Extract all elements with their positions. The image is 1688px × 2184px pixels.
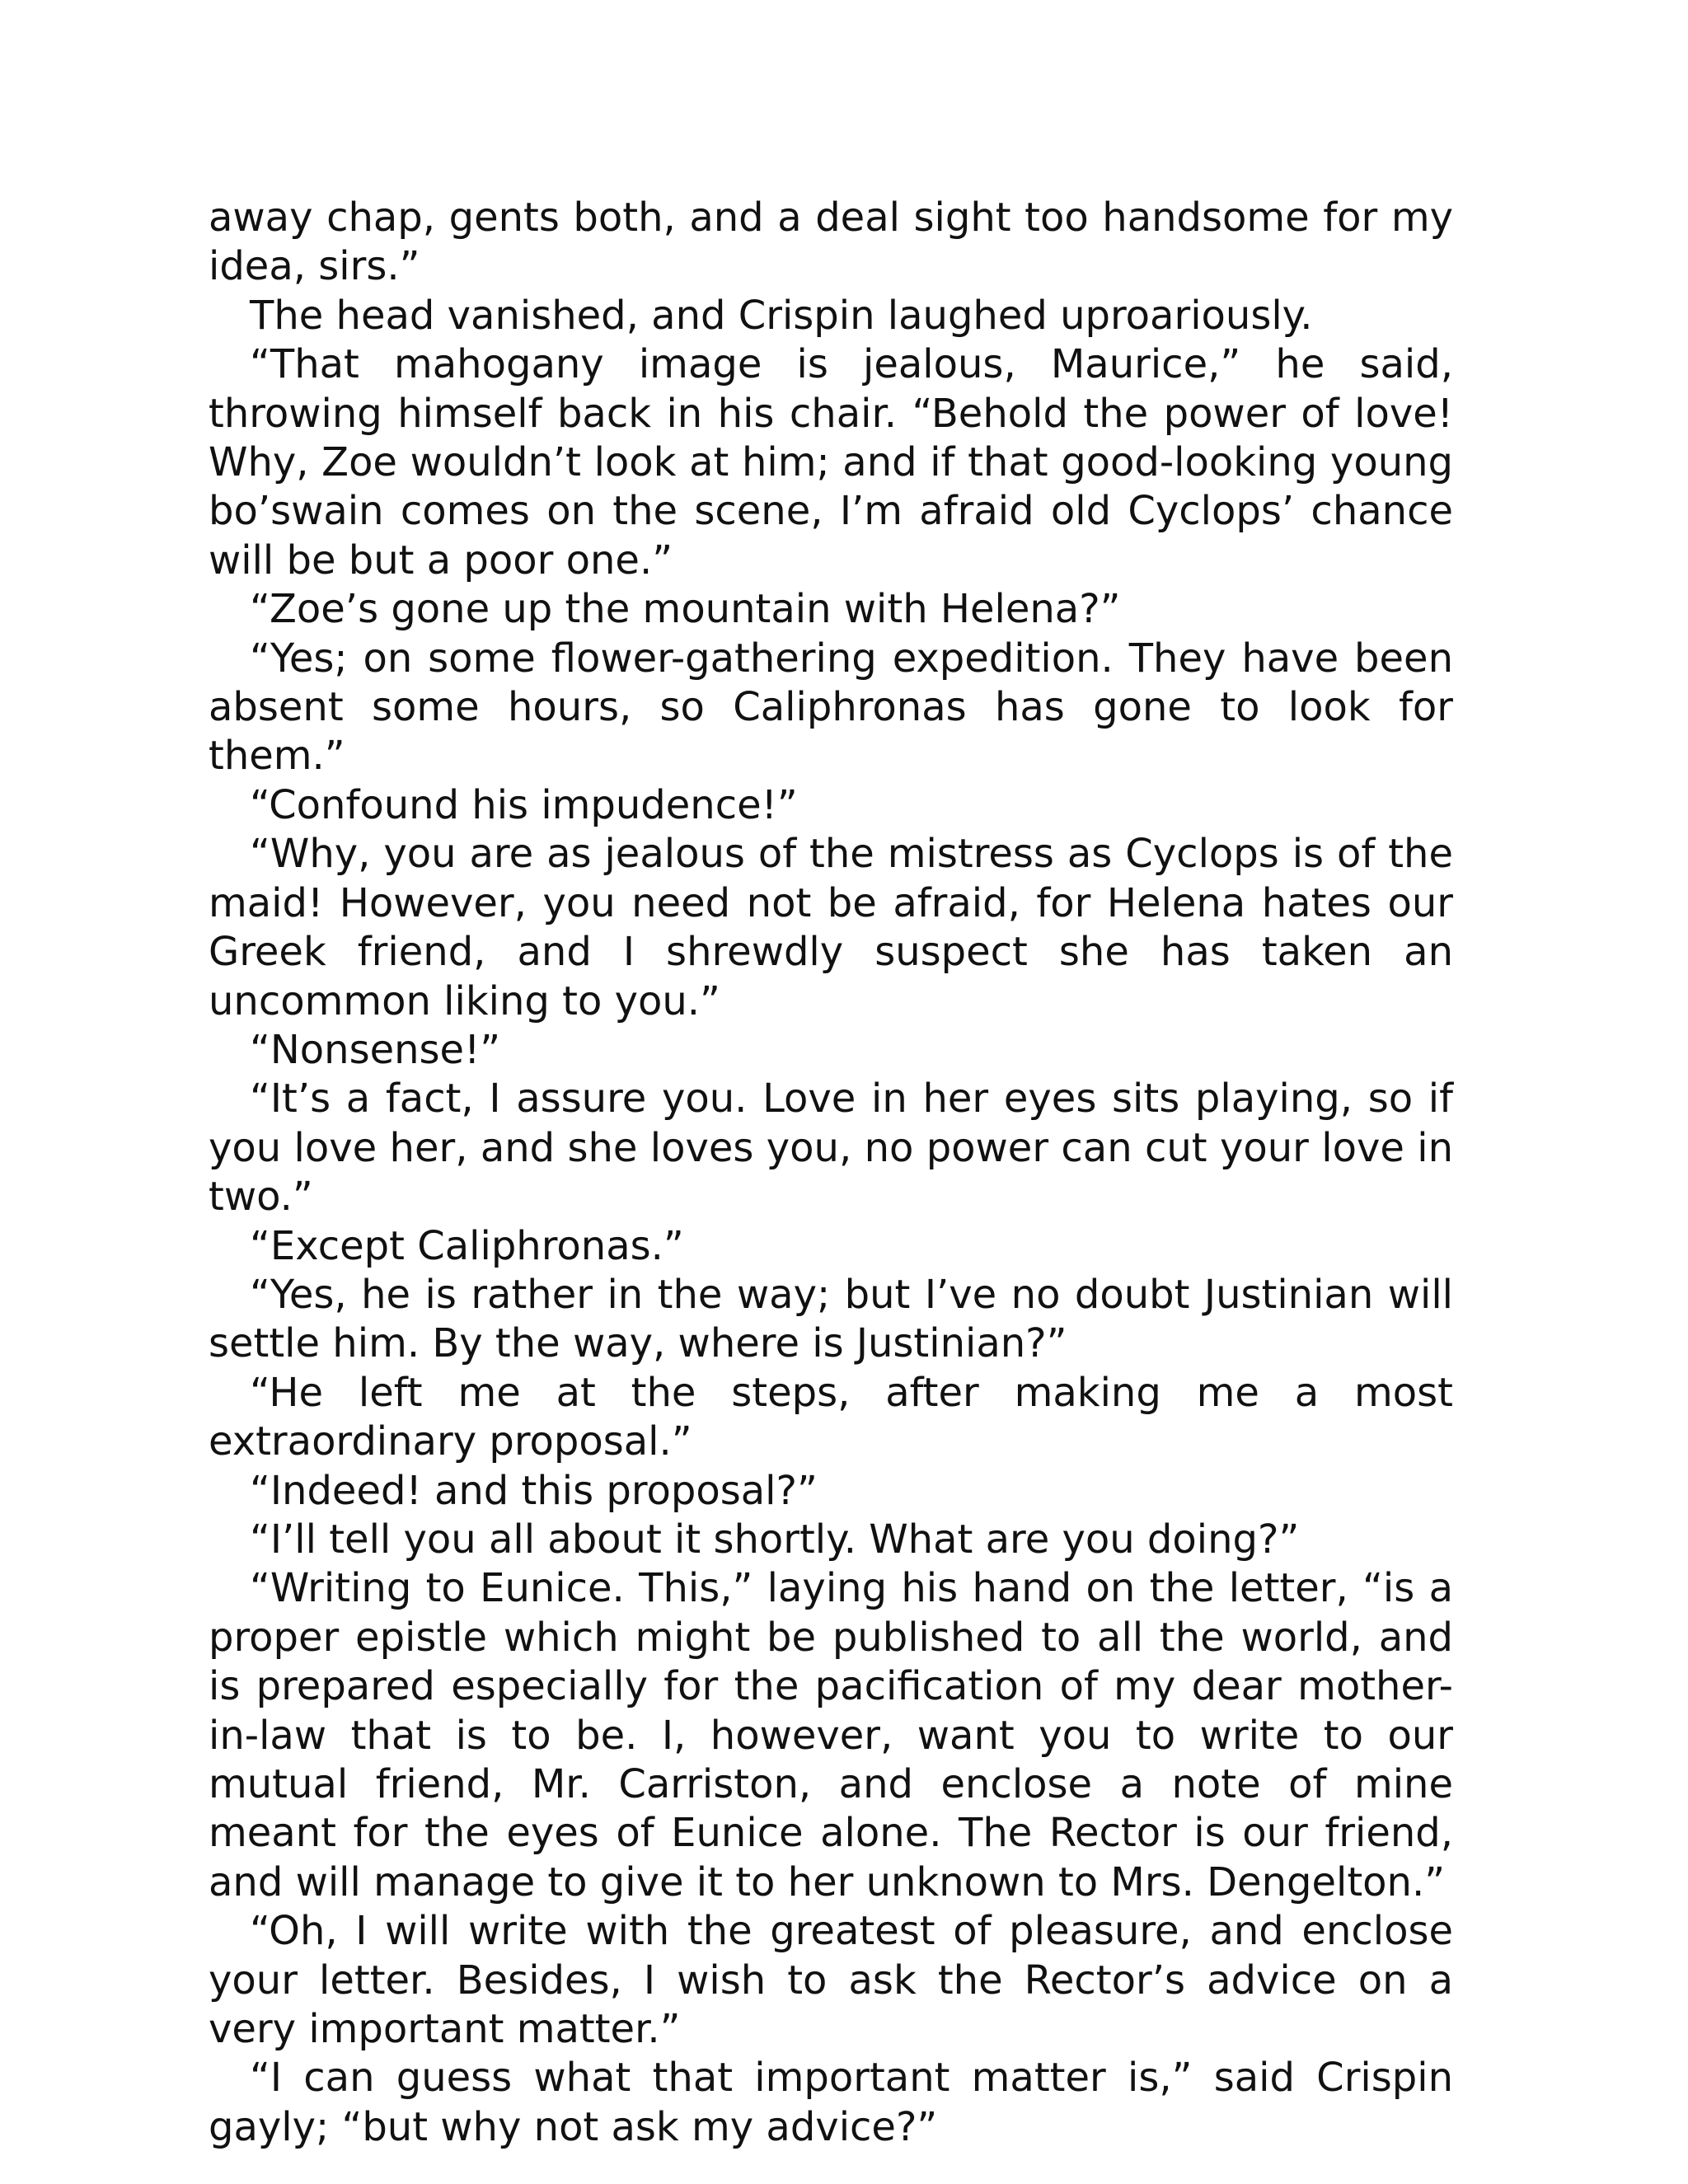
paragraph: “Indeed! and this proposal?” — [250, 1467, 818, 1514]
book-page — [209, 194, 1453, 2152]
paragraph: “Zoe’s gone up the mountain with Helena?” — [250, 586, 1121, 633]
paragraph: “Why, you are as jealous of the mistress as Cyclops is of the maid! However, you need not be afraid, for Helena hates our Greek friend, and I shrewdly suspect she has taken an uncommon liking to you.” — [209, 831, 1453, 1024]
paragraph: “Confound his impudence!” — [250, 781, 798, 828]
paragraph: “That mahogany image is jealous, Maurice,” he said, throwing himself back in his chair. “Behold the power of love! Why, Zoe wouldn’t look at him; and if that good-looking young bo’swain comes on the scene, I’m afraid old Cyclops’ chance will be but a poor one.” — [209, 341, 1453, 583]
paragraph: “He left me at the steps, after making me a most extraordinary proposal.” — [209, 1369, 1453, 1465]
paragraph: “Oh, I will write with the greatest of pleasure, and enclose your letter. Besides, I wish to ask the Rector’s advice on a very important matter.” — [209, 1908, 1453, 2053]
paragraph: “It’s a fact, I assure you. Love in her eyes sits playing, so if you love her, and she loves you, no power can cut your love in two.” — [209, 1076, 1453, 1221]
paragraph: “Nonsense!” — [250, 1026, 501, 1073]
paragraph: “Yes, he is rather in the way; but I’ve no doubt Justinian will settle him. By the way, where is Justinian?” — [209, 1271, 1453, 1367]
paragraph: “Except Caliphronas.” — [250, 1222, 684, 1269]
paragraph-continuation: away chap, gents both, and a deal sight too handsome for my idea, sirs.” — [209, 194, 1453, 290]
paragraph: “I can guess what that important matter is,” said Crispin gayly; “but why not ask my advice?” — [209, 2055, 1453, 2150]
paragraph: The head vanished, and Crispin laughed uproariously. — [250, 292, 1313, 339]
paragraph: “Yes; on some flower-gathering expedition. They have been absent some hours, so Caliphronas has gone to look for them.” — [209, 635, 1453, 780]
paragraph: “Writing to Eunice. This,” laying his hand on the letter, “is a proper epistle which might be published to all the world, and is prepared especially for the pacification of my dear mother-in-law that is to be. I, however, want you to write to our mutual friend, Mr. Carriston, and enclose a note of mine meant for the eyes of Eunice alone. The Rector is our friend, and will manage to give it to her unknown to Mrs. Dengelton.” — [209, 1565, 1453, 1905]
paragraph: “I’ll tell you all about it shortly. What are you doing?” — [250, 1516, 1300, 1563]
